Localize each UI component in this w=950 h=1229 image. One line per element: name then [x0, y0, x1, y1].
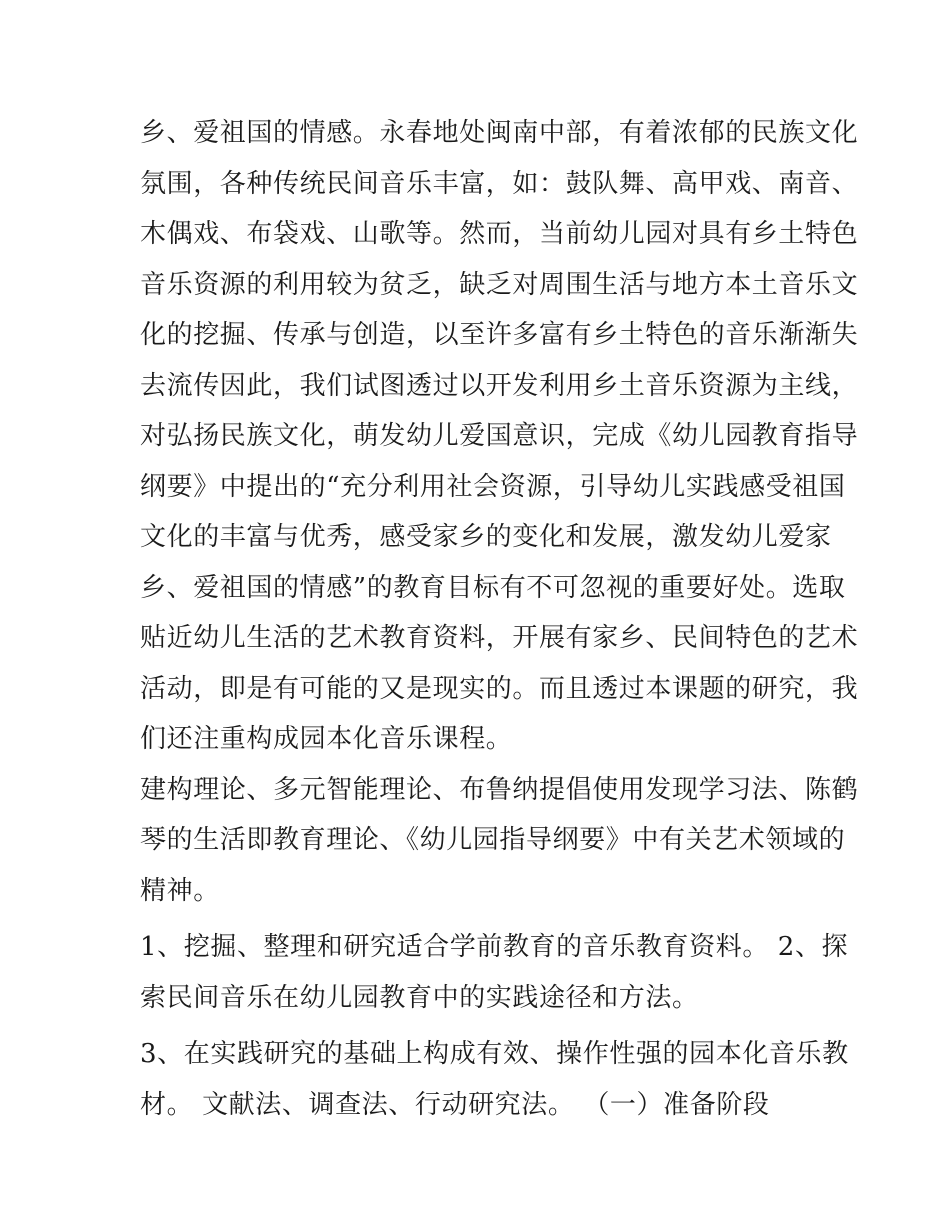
text-line: 对弘扬民族文化，萌发幼儿爱国意识，完成《幼儿园教育指导 [140, 421, 859, 451]
paragraph-background [140, 108, 859, 765]
text-line: 贴近幼儿生活的艺术教育资料，开展有家乡、民间特色的艺术 [140, 623, 859, 653]
text-line: 索民间音乐在幼儿园教育中的实践途径和方法。 [140, 982, 699, 1013]
text-line: 1、挖掘、整理和研究适合学前教育的音乐教育资料。 2、探 [140, 932, 849, 962]
text-line: 化的挖掘、传承与创造，以至许多富有乡土特色的音乐渐渐失 [140, 320, 859, 350]
paragraph-methods [140, 1029, 849, 1130]
text-line: 木偶戏、布袋戏、山歌等。然而，当前幼儿园对具有乡土特色 [140, 219, 859, 249]
text-line: 去流传因此，我们试图透过以开发利用乡土音乐资源为主线， [140, 370, 859, 401]
text-line: 音乐资源的利用较为贫乏，缺乏对周围生活与地方本土音乐文 [140, 269, 859, 300]
text-line: 活动，即是有可能的又是现实的。而且透过本课题的研究，我 [140, 673, 859, 704]
text-line: 们还注重构成园本化音乐课程。 [140, 724, 513, 754]
text-line: 乡、爱祖国的情感。永春地处闽南中部，有着浓郁的民族文化 [140, 118, 859, 148]
text-line: 氛围，各种传统民间音乐丰富，如：鼓队舞、高甲戏、南音、 [140, 168, 859, 199]
text-line: 乡、爱祖国的情感”的教育目标有不可忽视的重要好处。选取 [140, 572, 846, 603]
text-line: 材。 文献法、调查法、行动研究法。 （一）准备阶段 [140, 1089, 770, 1120]
paragraph-theory [140, 765, 859, 917]
text-line: 精神。 [140, 875, 220, 906]
document-body [140, 108, 859, 1130]
text-line: 纲要》中提出的“充分利用社会资源，引导幼儿实践感受祖国 [140, 471, 846, 502]
text-line: 琴的生活即教育理论、《幼儿园指导纲要》中有关艺术领域的 [140, 825, 846, 855]
text-line: 文化的丰富与优秀，感受家乡的变化和发展，激发幼儿爱家 [140, 522, 832, 552]
paragraph-goals [140, 922, 849, 1023]
text-line: 建构理论、多元智能理论、布鲁纳提倡使用发现学习法、陈鹤 [140, 774, 859, 805]
text-line: 3、在实践研究的基础上构成有效、操作性强的园本化音乐教 [140, 1039, 849, 1069]
